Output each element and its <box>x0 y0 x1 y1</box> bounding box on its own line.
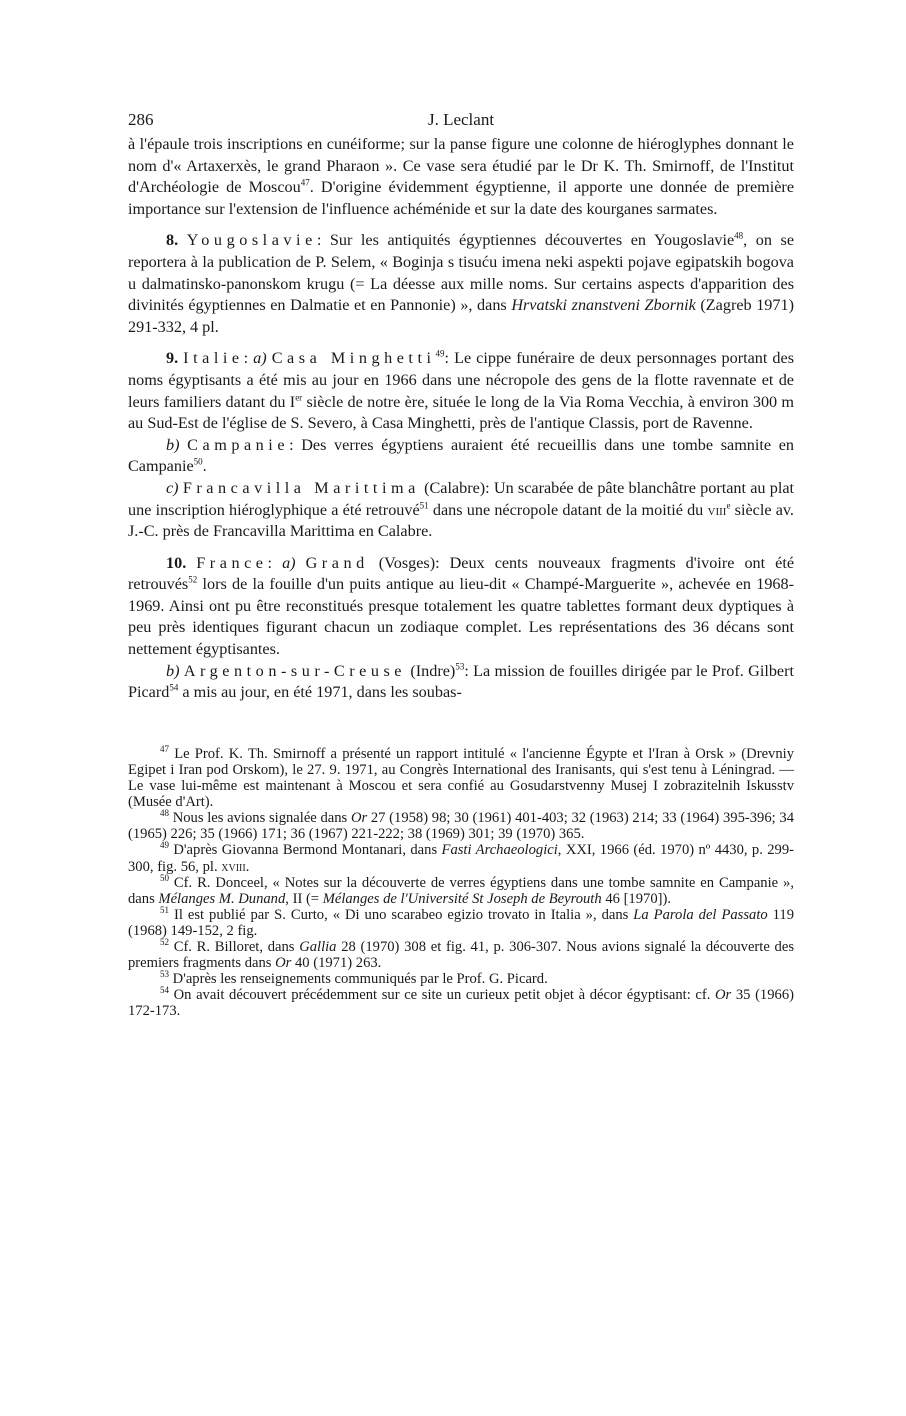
footnote-ref: 53 <box>455 661 465 672</box>
footnote-text: On avait découvert précédemment sur ce site un curieux petit objet à décor égyptisant: cf. <box>169 987 716 1004</box>
place-name: Grand <box>305 553 369 572</box>
footnote-text: 40 (1971) 263. <box>291 955 382 972</box>
place-name: Francavilla Marittima <box>182 478 420 497</box>
footnote-ref: 49 <box>435 348 445 359</box>
section-yougoslavie <box>128 230 794 338</box>
paragraph-text: , on se reportera à la publication de P. Selem, « Boginja s tisuću imena neki aspekti pojave egipatskih bogova u dalmatinsko-panonskom krugu (= La déesse aux mille noms. Sur certains aspects d'apparition des divinités égyptiennes en Dalmatie et en Pannonie) », dans <box>128 231 794 315</box>
paragraph-text: : Le cippe funéraire de deux personnages portant des noms égyptisants a été mis au jour en 1966 dans une nécropole des gens de la flotte ravennate et de leurs familiers datant du I <box>128 349 794 411</box>
paragraph-text: (Vosges): Deux cents nouveaux fragments d'ivoire ont été retrouvés <box>128 553 795 594</box>
journal-title: Fasti Archaeologici <box>441 842 558 859</box>
footnote-52 <box>128 939 794 971</box>
footnote-number: 53 <box>160 969 169 980</box>
page-number: 286 <box>128 110 154 129</box>
century-numeral: viii <box>707 500 727 519</box>
section-italie-b: b) Campanie: Des verres égyptiens auraient été recueillis dans une tombe samnite en Campanie$^{50}$. <box>128 435 794 476</box>
country-name: Yougoslavie <box>186 231 317 250</box>
paragraph-text: siècle de notre ère, située le long de la Via Roma Vecchia, à environ 300 m au Sud-Est de l'église de S. Severo, à Casa Minghetti, près de l'antique Classis, port de Ravenne. <box>128 392 794 433</box>
paragraph-text: siècle av. J.-C. près de Francavilla Marittima en Calabre. <box>128 500 794 541</box>
running-title: J. Leclant <box>427 110 495 129</box>
footnotes <box>128 743 795 1020</box>
paragraph-text: (Indre) <box>406 661 456 680</box>
footnote-text: D'après Giovanna Bermond Montanari, dans <box>169 842 442 859</box>
footnote-text: D'après les renseignements communiqués par le Prof. G. Picard. <box>169 971 548 988</box>
footnote-text: , XXI, 1966 (éd. 1970) nº 4430, p. 299-300, fig. 56, pl. <box>128 842 794 875</box>
footnote-text: 35 (1966) 172-173. <box>128 987 794 1020</box>
footnote-text: . <box>245 858 250 875</box>
paragraph-text: : Des verres égyptiens auraient été recueillis dans une tombe samnite en Campanie <box>128 435 794 476</box>
plate-numeral: xviii <box>221 858 246 875</box>
footnote-text: Il est publié par S. Curto, « Di uno scarabeo egizio trovato in Italia », dans <box>169 906 634 923</box>
item-label: c) <box>166 478 179 497</box>
section-italie-c <box>128 478 794 543</box>
footnote-text: 119 (1968) 149-152, 2 fig. <box>128 906 795 939</box>
footnote-text: Nous les avions signalée dans <box>169 810 351 827</box>
footnote-ref: 52 <box>188 574 198 585</box>
country-name: France <box>196 553 268 572</box>
footnote-53 <box>128 971 794 987</box>
item-label: b) <box>166 435 180 454</box>
item-label: a) <box>253 349 267 368</box>
footnote-number: 47 <box>160 743 169 754</box>
paragraph-text: : La mission de fouilles dirigée par le Prof. Gilbert Picard <box>128 661 795 702</box>
journal-abbrev: Or <box>715 987 732 1004</box>
section-france-a: 10. France: a) Grand (Vosges): Deux cents nouveaux fragments d'ivoire ont été retrouvés$^{52}$ lors de la fouille d'un puits antique au lieu-dit « Champé-Marguerite », achevée en 1968-1969. Ainsi ont pu être reconstitués presque totalement les quatre tablettes formant deux dyptiques à peu près identiques figurant chacun un zodiaque complet. Les représentations des 36 décans sont nettement égyptisantes. <box>128 553 795 659</box>
section-number: 10. <box>166 553 187 572</box>
footnote-text: 46 [1970]). <box>601 890 671 907</box>
footnote-text: , II (= <box>285 890 323 907</box>
paragraph-text: (Zagreb 1971) 291-332, 4 pl. <box>128 296 794 336</box>
footnote-ref: 47 <box>300 177 310 188</box>
footnote-number: 54 <box>160 985 169 996</box>
section-italie-a: 9. Italie: a) Casa Minghetti$^{49}$: Le cippe funéraire de deux personnages portant des noms égyptisants a été mis au jour en 1966 dans une nécropole des gens de la flotte ravennate et de leurs familiers datant du Ier siècle de notre ère, située le long de la Via Roma Vecchia, à environ 300 m au Sud-Est de l'église de S. Severo, à Casa Minghetti, près de l'antique Classis, port de Ravenne. <box>128 348 794 433</box>
journal-title: Gallia <box>299 938 337 955</box>
footnote-number: 52 <box>160 937 169 948</box>
paragraph-text: à l'épaule trois inscriptions en cunéiforme; sur la panse figure une colonne de hiéroglyphes donnant le nom d'« Artaxerxès, le grand Pharaon ». Ce vase sera étudié par le Dr K. Th. Smirnoff, de l'Institut d'Archéologie de Moscou <box>128 135 794 197</box>
footnote-50 <box>128 872 794 907</box>
running-header <box>128 104 794 134</box>
country-name: Italie <box>183 349 244 368</box>
paragraph-text: . D'origine évidemment égyptienne, il apporte une donnée de première importance sur l'extension de l'influence achéménide et sur la date des kourganes sarmates. <box>128 178 795 218</box>
journal-abbrev: Or <box>350 810 368 827</box>
footnote-49 <box>128 842 794 874</box>
journal-title: Mélanges M. Dunand <box>158 890 286 907</box>
paragraph-text: (Calabre): Un scarabée de pâte blanchâtre portant au plat une inscription hiéroglyphique a été retrouvé <box>128 478 795 519</box>
item-label: b) <box>166 661 180 680</box>
journal-abbrev: Or <box>275 955 292 972</box>
place-name: Casa Minghetti <box>271 349 436 368</box>
footnote-48 <box>128 810 794 842</box>
journal-title: La Parola del Passato <box>633 906 768 923</box>
place-name: Campanie <box>187 435 290 454</box>
footnote-text: Cf. R. Donceel, « Notes sur la découverte de verres égyptiens dans une tombe samnite en Campanie », dans <box>128 874 794 907</box>
paragraph-text: dans une nécropole datant de la moitié du <box>428 500 708 519</box>
superscript: er <box>295 392 303 403</box>
footnote-ref: 51 <box>419 500 429 511</box>
superscript: e <box>726 500 731 511</box>
footnote-number: 50 <box>160 872 169 883</box>
footnote-number: 49 <box>160 840 169 851</box>
journal-title: Mélanges de l'Université St Joseph de Beyrouth <box>322 890 602 907</box>
footnote-text: 27 (1958) 98; 30 (1961) 401-403; 32 (1963) 214; 33 (1964) 395-396; 34 (1965) 226; 35 (1966) 171; 36 (1967) 221-222; 38 (1969) 301; 39 (1970) 365. <box>128 810 794 843</box>
paragraph-text: lors de la fouille d'un puits antique au lieu-dit « Champé-Marguerite », achevée en 1968-1969. Ainsi ont pu être reconstitués presque totalement les quatre tablettes formant deux dyptiques à peu près identiques figurant chacun un zodiaque complet. Les représentations des 36 décans sont nettement égyptisantes. <box>128 575 794 659</box>
footnote-ref: 50 <box>193 456 203 467</box>
footnote-ref: 54 <box>169 682 179 693</box>
footnote-text: Cf. R. Billoret, dans <box>169 938 300 955</box>
paragraph-text: : Sur les antiquités égyptiennes découvertes en Yougoslavie <box>316 231 735 250</box>
footnote-ref: 48 <box>734 230 744 241</box>
paragraph-text: a mis au jour, en été 1971, dans les soubas- <box>178 683 462 702</box>
footnote-number: 48 <box>160 808 169 819</box>
section-france-b <box>128 661 794 704</box>
footnote-54 <box>128 987 794 1019</box>
journal-title: Hrvatski znanstveni Zbornik <box>511 296 696 315</box>
section-number: 9. <box>166 349 179 368</box>
footnote-number: 51 <box>160 904 169 915</box>
footnote-text: Le Prof. K. Th. Smirnoff a présenté un rapport intitulé « l'ancienne Égypte et l'Iran à Orsk » (Drevniy Egipet i Iran pod Orskom), le 27. 9. 1971, au Congrès International des Iranisants, qui s'est tenu à Léningrad. — Le vase lui-même est maintenant à Moscou et sera confié au Gosudarstvenny Musej I zobrazitelnih Iskusstv (Musée d'Art). <box>128 745 794 811</box>
footnote-51 <box>128 904 795 939</box>
paragraph-continuation <box>128 134 794 220</box>
footnote-47 <box>128 743 794 811</box>
section-number: 8. <box>166 231 179 250</box>
body-text <box>128 134 794 704</box>
item-label: a) <box>282 553 296 572</box>
footnote-text: 28 (1970) 308 et fig. 41, p. 306-307. Nous avions signalé la découverte des premiers fragments dans <box>128 938 794 972</box>
page <box>128 104 794 1019</box>
place-name: Argenton-sur-Creuse <box>183 661 407 680</box>
